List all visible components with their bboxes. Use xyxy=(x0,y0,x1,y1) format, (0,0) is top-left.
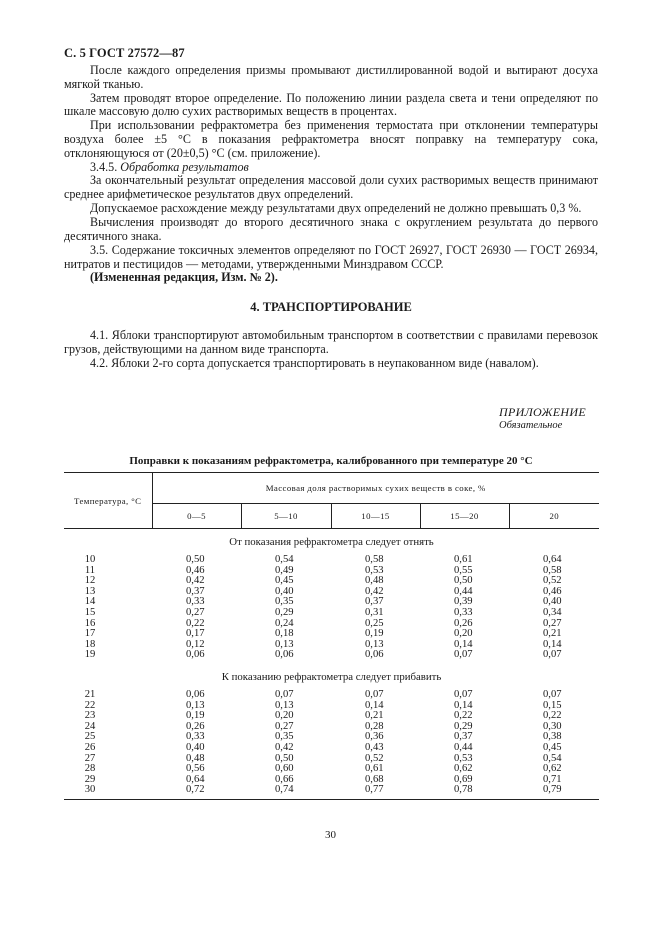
paragraph: 4.1. Яблоки транспортируют автомобильным транспортом в соответствии с правилами перевозок грузов, действующими на данном виде транспорта. xyxy=(64,328,598,356)
temperature-cell: 21 xyxy=(84,688,96,700)
correction-value-cell: 0,56 xyxy=(186,763,205,775)
temperature-cell: 11 xyxy=(84,564,96,576)
correction-value-cell: 0,35 xyxy=(275,731,294,743)
table-row xyxy=(64,576,599,587)
table-row xyxy=(64,640,599,651)
paragraph: 4.2. Яблоки 2-го сорта допускается транспортировать в неупакованном виде (навалом). xyxy=(90,355,539,370)
correction-value-cell: 0,77 xyxy=(365,784,384,796)
correction-value-cell: 0,54 xyxy=(275,554,294,565)
table-row xyxy=(64,597,599,608)
column-header: 20 xyxy=(509,504,599,529)
table-row xyxy=(64,711,599,722)
paragraph: При использовании рефрактометра без применения термостата при отклонении температуры воздуха более ±5 °С в показания рефрактометра вносят поправку на температуру сока, отклоняющуюся от (20±0,5) °С (см. приложение). xyxy=(64,118,598,160)
correction-value-cell: 0,14 xyxy=(365,699,384,711)
correction-value-cell: 0,14 xyxy=(454,699,473,711)
temperature-cell: 25 xyxy=(84,731,96,743)
correction-value-cell: 0,52 xyxy=(543,575,562,587)
correction-value-cell: 0,44 xyxy=(454,741,473,753)
paragraph: За окончательный результат определения массовой доли сухих растворимых веществ принимают среднее арифметическое результатов двух определений. xyxy=(64,173,598,202)
correction-table xyxy=(64,472,599,800)
correction-value-cell: 0,60 xyxy=(275,763,294,775)
correction-value-cell: 0,58 xyxy=(543,564,562,576)
section-4-text xyxy=(64,329,598,370)
correction-value-cell: 0,42 xyxy=(186,575,205,587)
table-row xyxy=(64,619,599,630)
correction-value-cell: 0,07 xyxy=(365,688,384,700)
temperature-cell: 16 xyxy=(84,617,96,629)
correction-value-cell: 0,38 xyxy=(543,731,562,743)
section-title: 4. ТРАНСПОРТИРОВАНИЕ xyxy=(250,300,412,314)
correction-value-cell: 0,17 xyxy=(186,628,205,640)
appendix-title: ПРИЛОЖЕНИЕ xyxy=(499,405,586,419)
temperature-cell: 14 xyxy=(84,596,96,608)
amendment-note: (Измененная редакция, Изм. № 2). xyxy=(90,270,278,285)
correction-value-cell: 0,26 xyxy=(186,720,205,732)
correction-value-cell: 0,45 xyxy=(275,575,294,587)
correction-value-cell: 0,18 xyxy=(275,628,294,640)
column-header: 5—10 xyxy=(241,504,331,529)
correction-value-cell: 0,12 xyxy=(186,638,205,650)
correction-value-cell: 0,40 xyxy=(275,585,294,597)
correction-value-cell: 0,22 xyxy=(186,617,205,629)
correction-value-cell: 0,52 xyxy=(365,752,384,764)
correction-value-cell: 0,55 xyxy=(454,564,473,576)
correction-value-cell: 0,20 xyxy=(275,710,294,722)
clause-title: Обработка результатов xyxy=(120,159,249,174)
correction-value-cell: 0,72 xyxy=(186,784,205,796)
correction-value-cell: 0,29 xyxy=(275,606,294,618)
correction-value-cell: 0,62 xyxy=(543,763,562,775)
table-title: Поправки к показаниям рефрактометра, калиброванного при температуре 20 °С xyxy=(129,455,533,467)
temperature-cell: 19 xyxy=(84,649,96,661)
correction-value-cell: 0,78 xyxy=(454,784,473,796)
group-label: От показания рефрактометра следует отнять xyxy=(229,536,434,548)
paragraph: После каждого определения призмы промывают дистиллированной водой и вытирают досуха мягкой тканью. xyxy=(64,63,598,91)
table-row xyxy=(64,754,599,765)
clause-heading xyxy=(64,161,598,175)
correction-value-cell: 0,13 xyxy=(275,638,294,650)
column-group-header: Массовая доля растворимых сухих веществ в соке, % xyxy=(152,473,599,504)
correction-value-cell: 0,54 xyxy=(543,752,562,764)
correction-value-cell: 0,37 xyxy=(186,585,205,597)
temperature-cell: 13 xyxy=(84,585,96,597)
correction-value-cell: 0,14 xyxy=(454,638,473,650)
correction-value-cell: 0,06 xyxy=(365,649,384,661)
correction-value-cell: 0,50 xyxy=(186,554,205,565)
correction-value-cell: 0,22 xyxy=(543,710,562,722)
correction-value-cell: 0,79 xyxy=(543,784,562,796)
correction-value-cell: 0,21 xyxy=(365,710,384,722)
temperature-cell: 26 xyxy=(84,741,96,753)
correction-value-cell: 0,07 xyxy=(454,649,473,661)
paragraph: Допускаемое расхождение между результатами двух определений не должно превышать 0,3 %. xyxy=(90,200,582,215)
temperature-cell: 24 xyxy=(84,720,96,732)
spacer-row xyxy=(64,796,599,800)
correction-value-cell: 0,33 xyxy=(186,731,205,743)
table-row xyxy=(64,785,599,796)
paragraph: Вычисления производят до второго десятичного знака с округлением результата до первого десятичного знака. xyxy=(64,214,598,243)
temperature-cell: 18 xyxy=(84,638,96,650)
correction-value-cell: 0,48 xyxy=(186,752,205,764)
correction-value-cell: 0,22 xyxy=(454,710,473,722)
correction-value-cell: 0,13 xyxy=(275,699,294,711)
correction-value-cell: 0,21 xyxy=(543,628,562,640)
correction-value-cell: 0,50 xyxy=(454,575,473,587)
section-3-text xyxy=(64,64,598,285)
correction-value-cell: 0,36 xyxy=(365,731,384,743)
correction-value-cell: 0,74 xyxy=(275,784,294,796)
table-row xyxy=(64,587,599,598)
correction-value-cell: 0,37 xyxy=(365,596,384,608)
correction-value-cell: 0,15 xyxy=(543,699,562,711)
correction-value-cell: 0,49 xyxy=(275,564,294,576)
correction-value-cell: 0,46 xyxy=(186,564,205,576)
correction-value-cell: 0,37 xyxy=(454,731,473,743)
correction-value-cell: 0,33 xyxy=(186,596,205,608)
correction-value-cell: 0,69 xyxy=(454,773,473,785)
temperature-cell: 28 xyxy=(84,763,96,775)
correction-value-cell: 0,28 xyxy=(365,720,384,732)
correction-value-cell: 0,30 xyxy=(543,720,562,732)
correction-value-cell: 0,64 xyxy=(186,773,205,785)
correction-value-cell: 0,64 xyxy=(543,554,562,565)
correction-value-cell: 0,45 xyxy=(543,741,562,753)
subtract-group xyxy=(64,529,599,664)
correction-value-cell: 0,06 xyxy=(275,649,294,661)
table-row xyxy=(64,650,599,661)
appendix-label xyxy=(499,405,586,431)
paragraph: 3.5. Содержание токсичных элементов определяют по ГОСТ 26927, ГОСТ 26930 — ГОСТ 26934, нитратов и пестицидов — методами, утвержденными Минздравом СССР. xyxy=(64,242,598,271)
correction-value-cell: 0,33 xyxy=(454,606,473,618)
correction-value-cell: 0,58 xyxy=(365,554,384,565)
correction-value-cell: 0,43 xyxy=(365,741,384,753)
page-number: 30 xyxy=(325,829,336,841)
correction-value-cell: 0,40 xyxy=(186,741,205,753)
table-row xyxy=(64,743,599,754)
temperature-cell: 23 xyxy=(84,710,96,722)
group-label: К показанию рефрактометра следует прибавить xyxy=(221,670,442,683)
table-row xyxy=(64,555,599,566)
correction-value-cell: 0,61 xyxy=(365,763,384,775)
correction-value-cell: 0,06 xyxy=(186,649,205,661)
correction-value-cell: 0,27 xyxy=(543,617,562,629)
correction-value-cell: 0,13 xyxy=(186,699,205,711)
temperature-cell: 29 xyxy=(84,773,96,785)
correction-value-cell: 0,07 xyxy=(275,688,294,700)
temperature-cell: 17 xyxy=(84,628,96,640)
clause-number: 3.4.5. xyxy=(90,159,118,174)
correction-value-cell: 0,68 xyxy=(365,773,384,785)
correction-value-cell: 0,27 xyxy=(186,606,205,618)
correction-value-cell: 0,29 xyxy=(454,720,473,732)
table-row xyxy=(64,722,599,733)
correction-value-cell: 0,50 xyxy=(275,752,294,764)
column-header: 0—5 xyxy=(152,504,241,529)
correction-value-cell: 0,66 xyxy=(275,773,294,785)
table-row xyxy=(64,608,599,619)
column-header: 15—20 xyxy=(420,504,509,529)
correction-value-cell: 0,44 xyxy=(454,585,473,597)
correction-value-cell: 0,06 xyxy=(186,688,205,700)
column-header-temperature: Температура, °С xyxy=(74,495,142,506)
correction-value-cell: 0,14 xyxy=(543,638,562,650)
spacer-cell xyxy=(64,796,599,800)
correction-value-cell: 0,07 xyxy=(543,688,562,700)
table-row xyxy=(64,775,599,786)
correction-value-cell: 0,27 xyxy=(275,720,294,732)
temperature-cell: 22 xyxy=(84,699,96,711)
table-row xyxy=(64,764,599,775)
paragraph: Затем проводят второе определение. По положению линии раздела света и тени определяют по шкале массовую долю сухих растворимых веществ в процентах. xyxy=(64,90,598,119)
correction-value-cell: 0,61 xyxy=(454,554,473,565)
correction-value-cell: 0,19 xyxy=(365,628,384,640)
add-group xyxy=(64,664,599,799)
correction-value-cell: 0,53 xyxy=(365,564,384,576)
page-header: С. 5 ГОСТ 27572—87 xyxy=(64,46,185,60)
temperature-cell: 27 xyxy=(84,752,96,764)
correction-value-cell: 0,31 xyxy=(365,606,384,618)
table-row xyxy=(64,690,599,701)
temperature-cell: 10 xyxy=(84,554,96,565)
correction-value-cell: 0,39 xyxy=(454,596,473,608)
correction-value-cell: 0,53 xyxy=(454,752,473,764)
correction-value-cell: 0,48 xyxy=(365,575,384,587)
table-row xyxy=(64,732,599,743)
correction-value-cell: 0,19 xyxy=(186,710,205,722)
correction-value-cell: 0,13 xyxy=(365,638,384,650)
correction-value-cell: 0,34 xyxy=(543,606,562,618)
temperature-cell: 15 xyxy=(84,606,96,618)
correction-value-cell: 0,07 xyxy=(454,688,473,700)
correction-value-cell: 0,20 xyxy=(454,628,473,640)
correction-value-cell: 0,07 xyxy=(543,649,562,661)
correction-value-cell: 0,46 xyxy=(543,585,562,597)
correction-value-cell: 0,71 xyxy=(543,773,562,785)
correction-value-cell: 0,35 xyxy=(275,596,294,608)
temperature-cell: 12 xyxy=(84,575,96,587)
correction-value-cell: 0,26 xyxy=(454,617,473,629)
correction-value-cell: 0,24 xyxy=(275,617,294,629)
table-row xyxy=(64,629,599,640)
table-row xyxy=(64,701,599,712)
correction-value-cell: 0,40 xyxy=(543,596,562,608)
appendix-subtitle: Обязательное xyxy=(499,420,563,431)
correction-value-cell: 0,42 xyxy=(365,585,384,597)
correction-value-cell: 0,62 xyxy=(454,763,473,775)
column-header: 10—15 xyxy=(331,504,420,529)
temperature-cell: 30 xyxy=(84,784,96,796)
correction-value-cell: 0,42 xyxy=(275,741,294,753)
table-row xyxy=(64,566,599,577)
correction-value-cell: 0,25 xyxy=(365,617,384,629)
